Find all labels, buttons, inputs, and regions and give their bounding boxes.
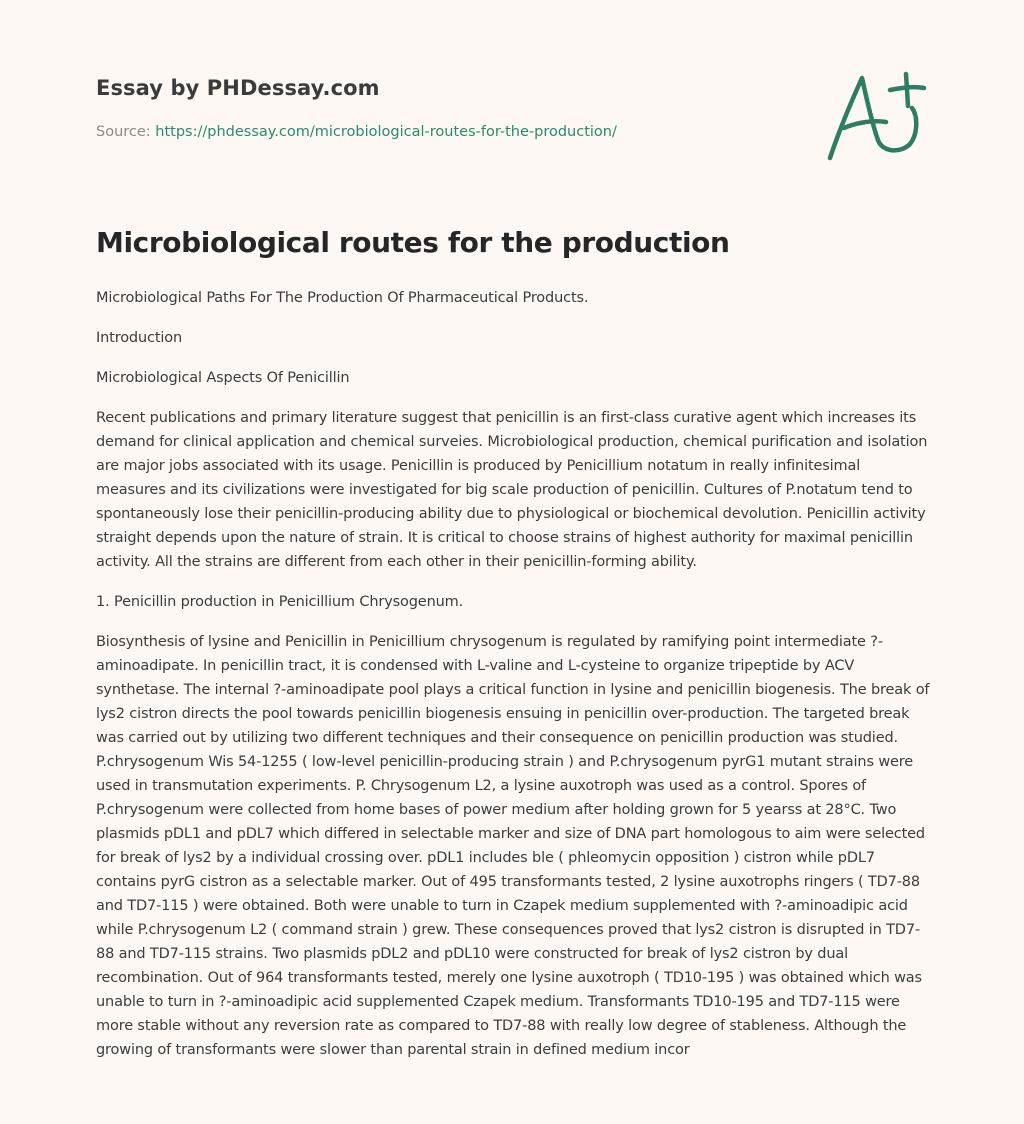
source-link[interactable]: https://phdessay.com/microbiological-routes-for-the-production/ [155, 124, 617, 140]
essay-paragraph: Biosynthesis of lysine and Penicillin in Penicillium chrysogenum is regulated by ramifying point intermediate ?-aminoadipate. In penicillin tract, it is condensed with L-valine and L-cysteine to organize tripeptide by ACV synthetase. The internal ?-aminoadipate pool plays a critical function in lysine and penicillin biogenesis. The break of lys2 cistron directs the pool towards penicillin biogenesis ensuing in penicillin over-production. The targeted break was carried out by utilizing two different techniques and their consequence on penicillin production was studied. P.chrysogenum Wis 54-1255 ( low-level penicillin-producing strain ) and P.chrysogenum pyrG1 mutant strains were used in transmutation experiments. P. Chrysogenum L2, a lysine auxotroph was used as a control. Spores of P.chrysogenum were collected from home bases of power medium after holding grown for 5 yearss at 28°C. Two plasmids pDL1 and pDL7 which differed in selectable marker and size of DNA part homologous to aim were selected for break of lys2 by a individual crossing over. pDL1 includes ble ( phleomycin opposition ) cistron while pDL7 contains pyrG cistron as a selectable marker. Out of 495 transformants tested, 2 lysine auxotrophs ringers ( TD7-88 and TD7-115 ) were obtained. Both were unable to turn in Czapek medium supplemented with ?-aminoadipic acid while P.chrysogenum L2 ( command strain ) grew. These consequences proved that lys2 cistron is disrupted in TD7-88 and TD7-115 strains. Two plasmids pDL2 and pDL10 were constructed for break of lys2 cistron by dual recombination. Out of 964 transformants tested, merely one lysine auxotroph ( TD10-195 ) was obtained which was unable to turn in ?-aminoadipic acid supplemented Czapek medium. Transformants TD10-195 and TD7-115 were more stable without any reversion rate as compared to TD7-88 with really low degree of stableness. Although the growing of transformants were slower than parental strain in defined medium incor [96, 634, 930, 1058]
source-line [96, 124, 617, 140]
essay-body [96, 286, 932, 1078]
source-label: Source: [96, 124, 151, 140]
essay-paragraph: Introduction [96, 330, 183, 346]
essay-paragraph: 1. Penicillin production in Penicillium Chrysogenum. [96, 594, 464, 610]
site-brand: Essay by PHDessay.com [96, 76, 380, 100]
essay-paragraph: Microbiological Aspects Of Penicillin [96, 370, 350, 386]
a-plus-logo-icon [822, 66, 932, 166]
essay-paragraph: Recent publications and primary literature suggest that penicillin is an first-class curative agent which increases its demand for clinical application and chemical surveies. Microbiological production, chemical purification and isolation are major jobs associated with its usage. Penicillin is produced by Penicillium notatum in really infinitesimal measures and its civilizations were investigated for big scale production of penicillin. Cultures of P.notatum tend to spontaneously lose their penicillin-producing ability due to physiological or biochemical devolution. Penicillin activity straight depends upon the nature of strain. It is critical to choose strains of highest authority for maximal penicillin activity. All the strains are different from each other in their penicillin-forming ability. [96, 410, 928, 570]
essay-paragraph: Microbiological Paths For The Production Of Pharmaceutical Products. [96, 290, 589, 306]
essay-title: Microbiological routes for the production [96, 226, 730, 259]
